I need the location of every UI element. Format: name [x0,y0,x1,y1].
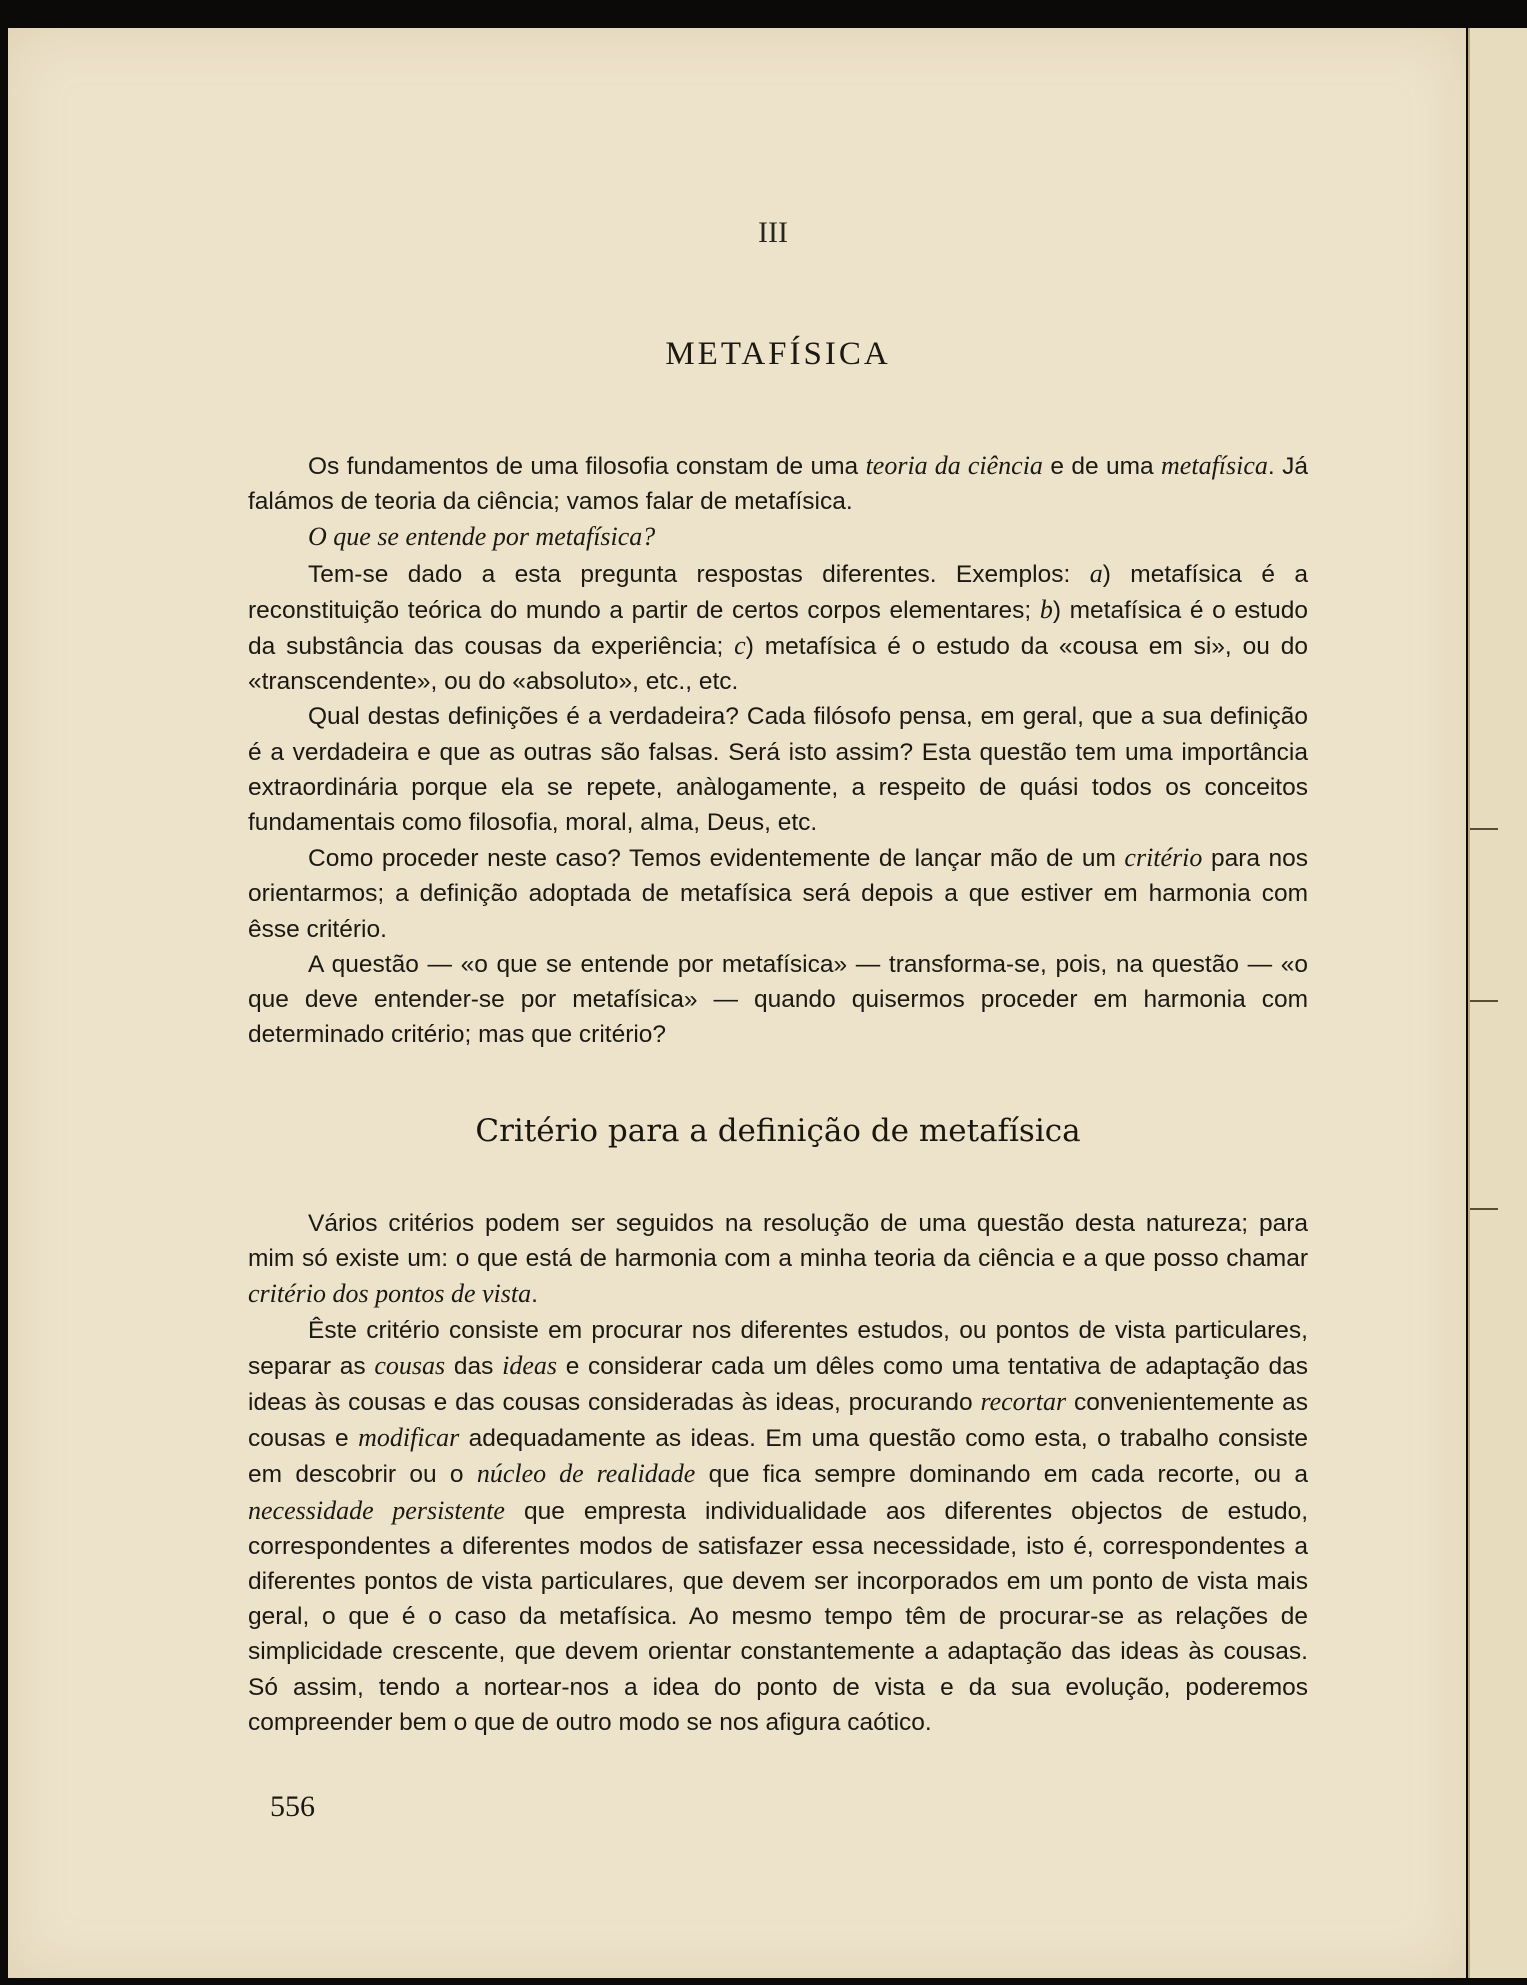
paragraph: Vários critérios podem ser seguidos na resolução de uma questão desta natureza; para mim só existe um: o que está de harmonia com a minha teoria da ciência e a que posso chamar critério dos pontos de vista. [248,1210,1308,1309]
paragraph: Qual destas definições é a verdadeira? Cada filósofo pensa, em geral, que a sua definição é a verdadeira e que as outras são falsas. Será isto assim? Esta questão tem uma importância extraordinária porque ela se repete, anàlogamente, a respeito de quási todos os conceitos fundamentais como filosofia, moral, alma, Deus, etc. [248,703,1308,837]
page-number: 556 [270,1790,315,1823]
section-1-body [248,448,1308,1052]
page-edge-mark [1470,1000,1498,1002]
paragraph: Como proceder neste caso? Temos evidentemente de lançar mão de um critério para nos orientarmos; a definição adoptada de metafísica será depois a que estiver em harmonia com êsse critério. [248,843,1308,943]
section-2-body [248,1206,1308,1740]
paragraph: Êste critério consiste em procurar nos diferentes estudos, ou pontos de vista particulares, separar as cousas das ideas e considerar cada um dêles como uma tentativa de adaptação das ideas às cousas e das cousas consideradas às ideas, procurando recortar convenientemente as cousas e modificar adequadamente as ideas. Em uma questão como esta, o trabalho consiste em descobrir ou o núcleo de realidade que fica sempre dominando em cada recorte, ou a necessidade persistente que empresta individualidade aos diferentes objectos de estudo, correspondentes a diferentes modos de satisfazer essa necessidade, isto é, correspondentes a diferentes pontos de vista particulares, que devem ser incorporados em um ponto de vista mais geral, o que é o caso da metafísica. Ao mesmo tempo têm de procurar-se as relações de simplicidade crescente, que devem orientar constantemente a adaptação das ideas às cousas. Só assim, tendo a nortear-nos a idea do ponto de vista e da sua evolução, poderemos compreender bem o que de outro modo se nos afigura caótico. [248,1316,1309,1736]
adjacent-page-edge [1468,28,1527,1978]
section-title: Critério para a definição de metafísica [475,1113,1081,1149]
book-page [8,28,1466,1978]
page-edge-mark [1470,828,1498,830]
paragraph: Os fundamentos de uma filosofia constam de uma teoria da ciência e de uma metafísica. Já falámos de teoria da ciência; vamos falar de metafísica. [248,451,1308,516]
paragraph: A questão — «o que se entende por metafísica» — transforma-se, pois, na questão — «o que deve entender-se por metafísica» — quando quisermos proceder em harmonia com determinado critério; mas que critério? [248,950,1308,1049]
paragraph-question: O que se entende por metafísica? [308,522,656,552]
page-edge-mark [1470,1208,1498,1210]
paragraph: Tem-se dado a esta pregunta respostas diferentes. Exemplos: a) metafísica é a reconstituição teórica do mundo a partir de certos corpos elementares; b) metafísica é o estudo da substância das cousas da experiência; c) metafísica é o estudo da «cousa em si», ou do «transcendente», ou do «absoluto», etc., etc. [248,558,1308,696]
chapter-number: III [758,216,788,249]
chapter-title: METAFÍSICA [665,336,891,372]
